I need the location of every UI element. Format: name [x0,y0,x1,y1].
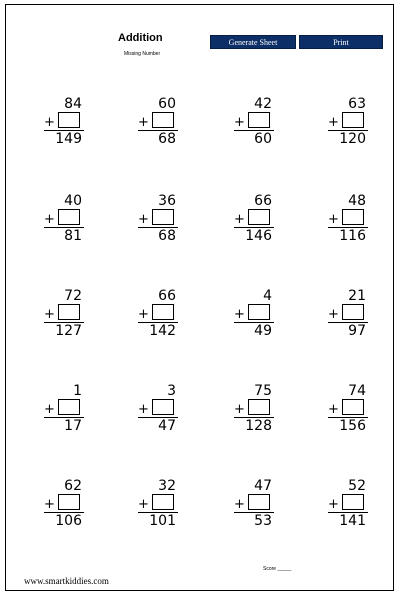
plus-sign: + [44,307,55,322]
answer-box[interactable] [152,209,174,225]
plus-sign: + [44,212,55,227]
plus-sign: + [328,115,339,130]
answer-box[interactable] [342,304,364,320]
answer-box[interactable] [342,399,364,415]
answer-box[interactable] [58,209,80,225]
problem-top-number: 1 [73,383,82,399]
plus-sign: + [234,212,245,227]
problem-14 [134,385,194,445]
problem-sum: 116 [339,228,366,244]
answer-box[interactable] [342,209,364,225]
problem-top-number: 52 [348,478,366,494]
problem-13 [40,385,100,445]
plus-sign: + [234,115,245,130]
print-button[interactable]: Print [299,35,383,49]
problem-top-number: 32 [158,478,176,494]
answer-box[interactable] [342,494,364,510]
score-label: Score _____ [263,566,292,572]
plus-sign: + [328,212,339,227]
answer-box[interactable] [58,399,80,415]
answer-box[interactable] [248,209,270,225]
problem-sum: 53 [254,513,272,529]
answer-box[interactable] [58,304,80,320]
worksheet [5,4,394,591]
problem-sum: 97 [348,323,366,339]
plus-sign: + [328,402,339,417]
problem-16 [324,385,384,445]
answer-box[interactable] [248,399,270,415]
plus-sign: + [44,402,55,417]
answer-box[interactable] [342,112,364,128]
plus-sign: + [138,307,149,322]
problem-top-number: 47 [254,478,272,494]
answer-box[interactable] [152,494,174,510]
problem-8 [324,195,384,255]
plus-sign: + [138,497,149,512]
answer-box[interactable] [248,112,270,128]
problem-sum: 81 [64,228,82,244]
problem-top-number: 60 [158,96,176,112]
problem-19 [230,480,290,540]
problem-18 [134,480,194,540]
problem-5 [40,195,100,255]
problem-17 [40,480,100,540]
problem-sum: 47 [158,418,176,434]
answer-box[interactable] [248,304,270,320]
plus-sign: + [44,497,55,512]
problem-top-number: 66 [254,193,272,209]
problem-sum: 101 [149,513,176,529]
plus-sign: + [234,307,245,322]
problem-6 [134,195,194,255]
problem-top-number: 3 [167,383,176,399]
problem-4 [324,98,384,158]
answer-box[interactable] [152,399,174,415]
problem-1 [40,98,100,158]
problem-sum: 141 [339,513,366,529]
problem-top-number: 74 [348,383,366,399]
answer-box[interactable] [58,494,80,510]
footer-url: www.smartkiddies.com [24,576,109,586]
generate-sheet-button[interactable]: Generate Sheet [210,35,296,49]
problem-sum: 17 [64,418,82,434]
problem-top-number: 36 [158,193,176,209]
plus-sign: + [138,212,149,227]
problem-top-number: 75 [254,383,272,399]
problem-top-number: 66 [158,288,176,304]
page-subtitle: Missing Number [124,51,161,57]
problem-top-number: 21 [348,288,366,304]
answer-box[interactable] [152,304,174,320]
problem-sum: 156 [339,418,366,434]
problem-sum: 142 [149,323,176,339]
problem-sum: 49 [254,323,272,339]
problem-15 [230,385,290,445]
answer-box[interactable] [248,494,270,510]
problem-top-number: 42 [254,96,272,112]
problem-sum: 106 [55,513,82,529]
problem-sum: 127 [55,323,82,339]
problem-top-number: 62 [64,478,82,494]
plus-sign: + [328,307,339,322]
problem-top-number: 48 [348,193,366,209]
plus-sign: + [328,497,339,512]
answer-box[interactable] [152,112,174,128]
answer-box[interactable] [58,112,80,128]
problem-12 [324,290,384,350]
problem-top-number: 72 [64,288,82,304]
problem-20 [324,480,384,540]
problem-9 [40,290,100,350]
problem-top-number: 84 [64,96,82,112]
problem-10 [134,290,194,350]
problem-11 [230,290,290,350]
problem-3 [230,98,290,158]
plus-sign: + [234,497,245,512]
plus-sign: + [234,402,245,417]
problem-top-number: 40 [64,193,82,209]
problem-sum: 120 [339,131,366,147]
plus-sign: + [138,115,149,130]
problem-top-number: 63 [348,96,366,112]
problem-sum: 146 [245,228,272,244]
problem-sum: 149 [55,131,82,147]
plus-sign: + [44,115,55,130]
problem-sum: 68 [158,131,176,147]
problem-sum: 60 [254,131,272,147]
problem-top-number: 4 [263,288,272,304]
problem-sum: 68 [158,228,176,244]
problem-2 [134,98,194,158]
page-title: Addition [118,32,163,44]
problem-7 [230,195,290,255]
problem-sum: 128 [245,418,272,434]
plus-sign: + [138,402,149,417]
